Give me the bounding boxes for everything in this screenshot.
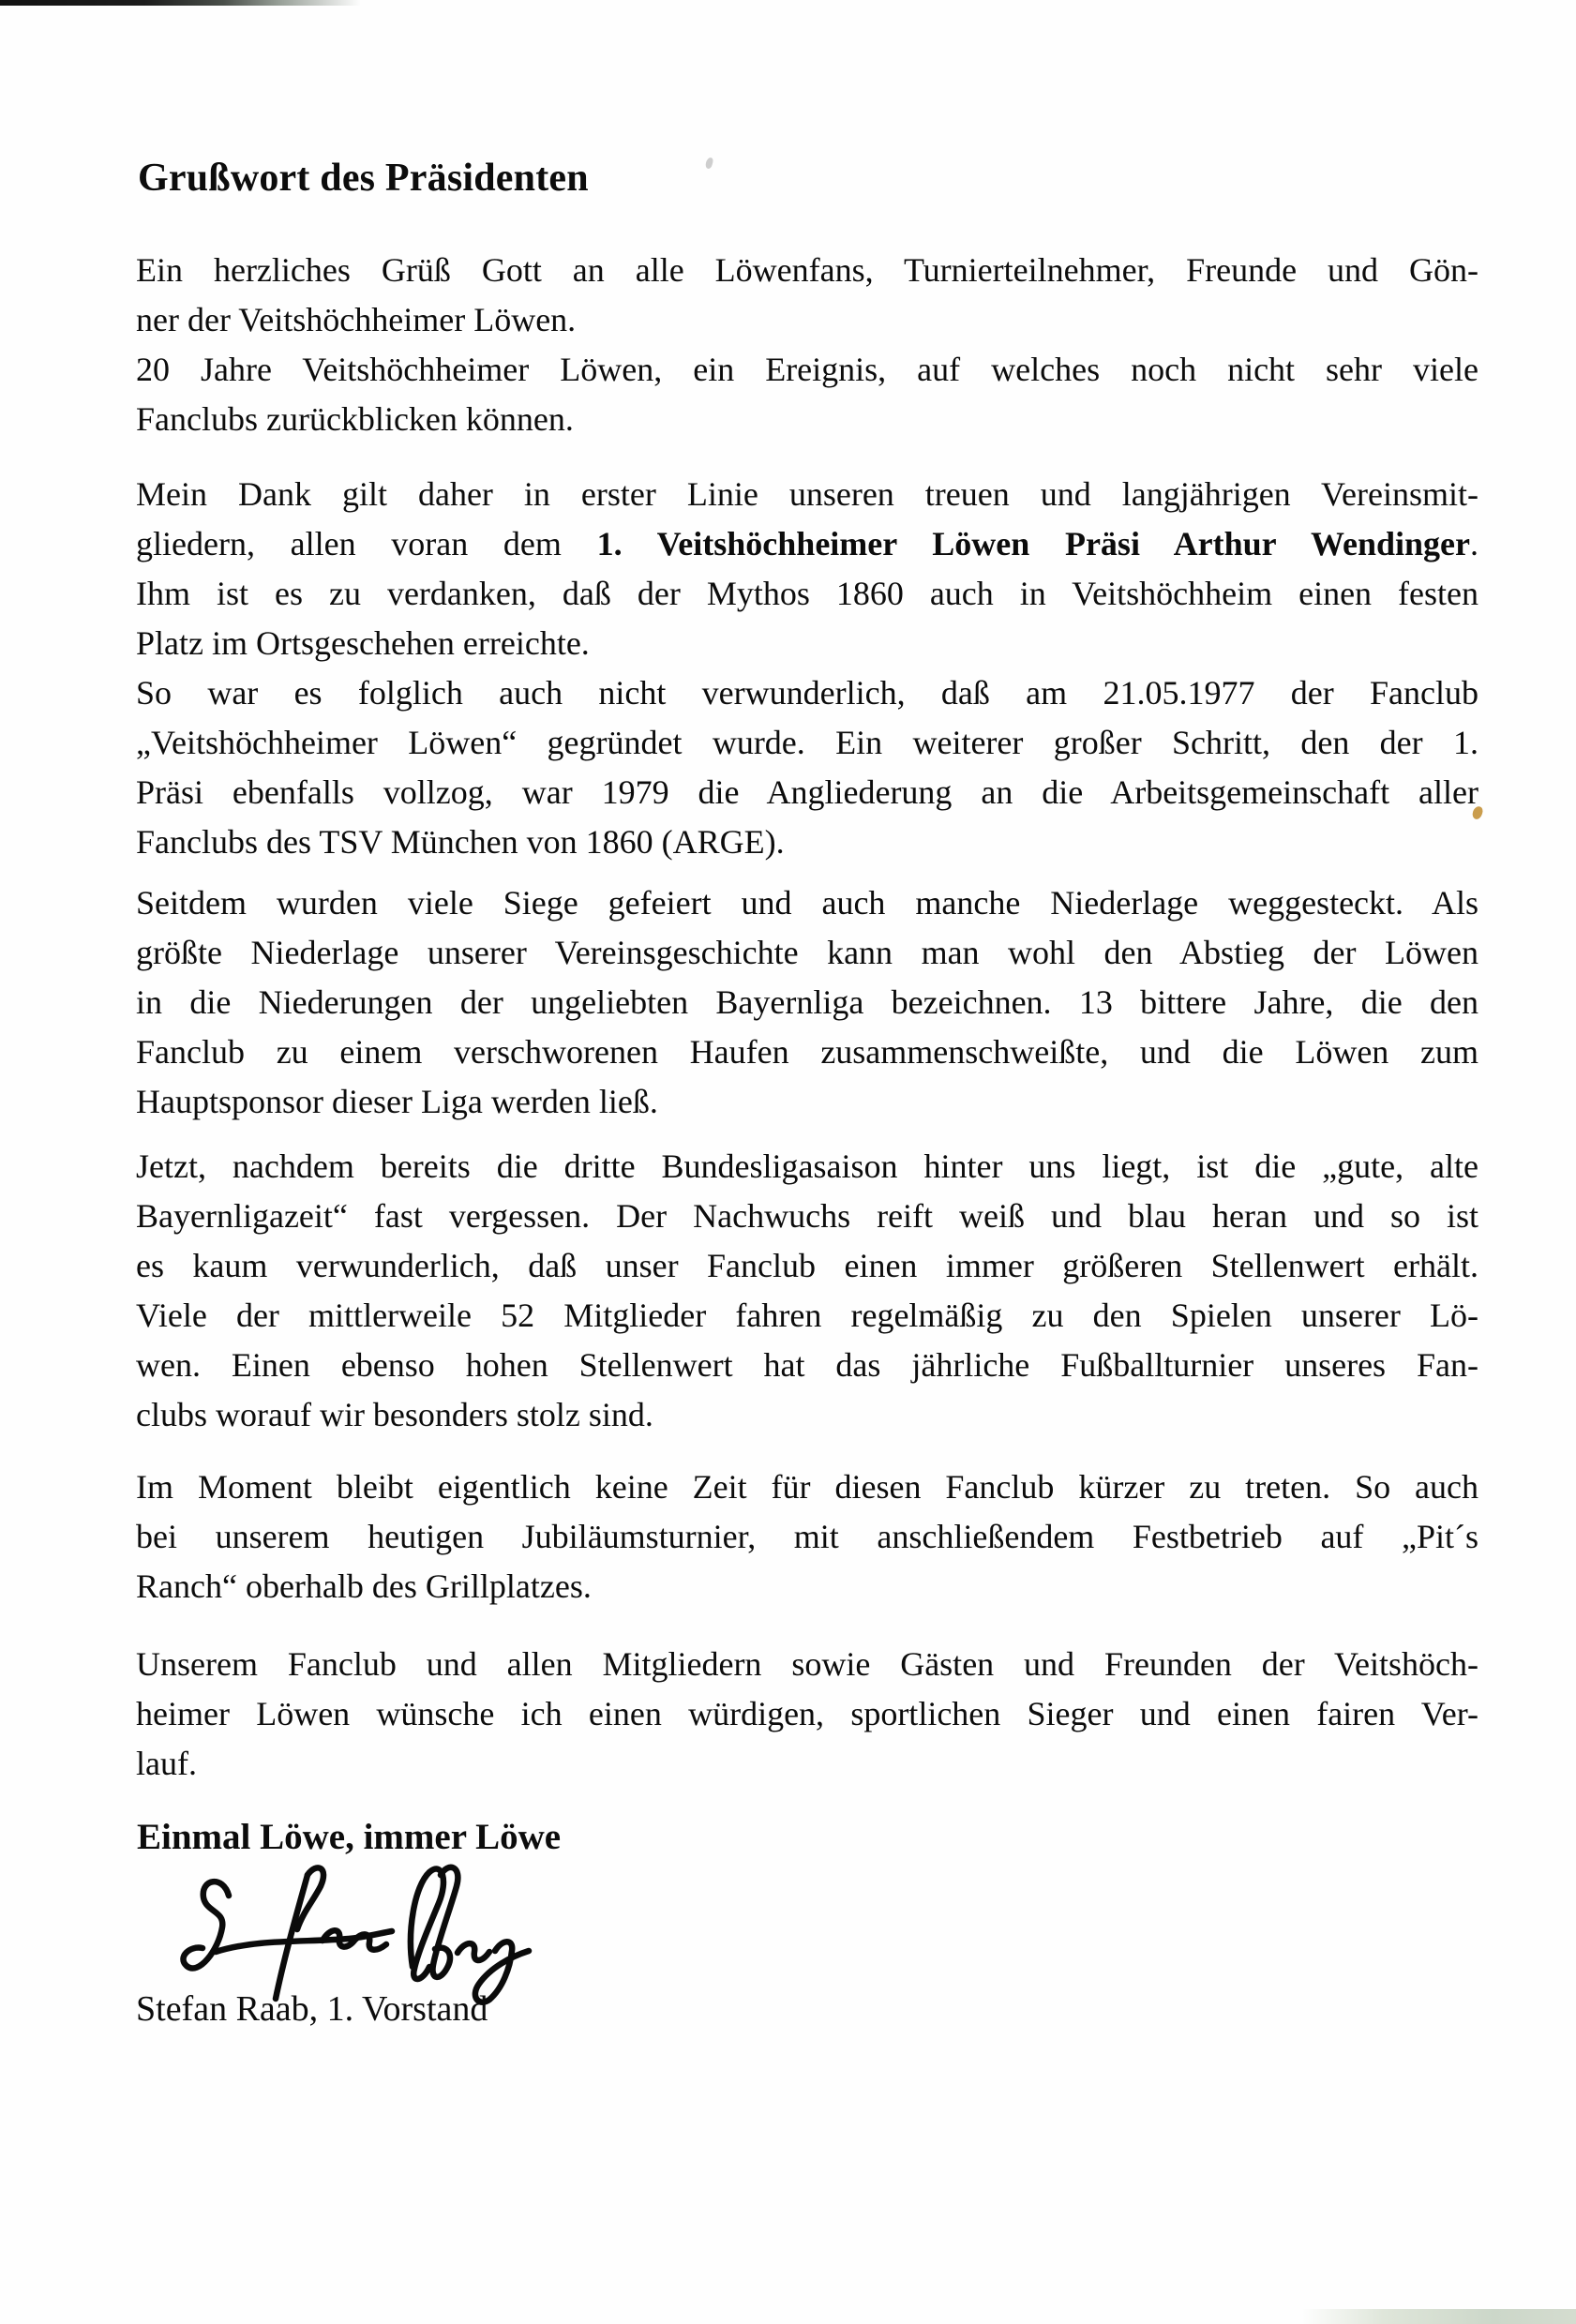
text-line (136, 1341, 1478, 1390)
signature-stroke (458, 1943, 489, 1960)
text-segment: Viele der mittlerweile 52 Mitglieder fahren regelmäßig zu den Spielen unserer Lö- (136, 1297, 1478, 1334)
text-segment: Ihm ist es zu verdanken, daß der Mythos 1860 auch in Veitshöchheim einen festen (136, 575, 1478, 612)
text-segment: Fanclubs des TSV München von 1860 (ARGE). (136, 823, 785, 861)
text-segment: Hauptsponsor dieser Liga werden ließ. (136, 1083, 658, 1120)
paragraph-p2a (136, 470, 1478, 668)
text-line (136, 345, 1478, 395)
text-line (136, 1562, 1478, 1612)
text-segment: ner der Veitshöchheimer Löwen. (136, 301, 577, 338)
signature-handwriting (165, 1860, 563, 2008)
closing-line: Einmal Löwe, immer Löwe (137, 1817, 562, 1857)
text-line (136, 1027, 1478, 1077)
text-line (136, 569, 1478, 619)
text-segment: Mein Dank gilt daher in erster Linie unseren treuen und langjährigen Vereinsmit- (136, 475, 1478, 513)
text-line (136, 1512, 1478, 1562)
signatory-name: Stefan Raab, 1. Vorstand (136, 1989, 488, 2029)
text-segment: größte Niederlage unserer Vereinsgeschichte kann man wohl den Abstieg der Löwen (136, 934, 1478, 971)
paragraph-p1b (136, 345, 1478, 444)
text-line (136, 1739, 1478, 1789)
text-segment: in die Niederungen der ungeliebten Bayernliga bezeichnen. 13 bittere Jahre, die den (136, 983, 1478, 1021)
paragraph-p2b (136, 668, 1478, 867)
text-line (136, 295, 1478, 345)
signature-stroke (183, 1882, 229, 1968)
text-line (136, 1291, 1478, 1341)
text-segment: So war es folglich auch nicht verwunderlich, daß am 21.05.1977 der Fanclub (136, 674, 1478, 712)
text-line (136, 878, 1478, 928)
paragraph-p1a (136, 246, 1478, 345)
text-line (136, 817, 1478, 867)
text-line (136, 1640, 1478, 1689)
text-segment: Ein herzliches Grüß Gott an alle Löwenfans, Turnierteilnehmer, Freunde und Gön- (136, 251, 1478, 289)
text-segment: 20 Jahre Veitshöchheimer Löwen, ein Ereignis, auf welches noch nicht sehr viele (136, 351, 1478, 388)
text-segment: bei unserem heutigen Jubiläumsturnier, mit anschließendem Festbetrieb auf „Pit´s (136, 1518, 1478, 1555)
text-line (136, 768, 1478, 817)
paragraph-p5 (136, 1462, 1478, 1612)
letter-body (136, 246, 1478, 1789)
text-segment: Ranch“ oberhalb des Grillplatzes. (136, 1567, 592, 1605)
text-line (136, 1142, 1478, 1192)
text-segment: Bayernligazeit“ fast vergessen. Der Nachwuchs reift weiß und blau heran und so ist (136, 1197, 1478, 1235)
text-segment: Fanclub zu einem verschworenen Haufen zusammenschweißte, und die Löwen zum (136, 1033, 1478, 1071)
text-segment: Platz im Ortsgeschehen erreichte. (136, 624, 590, 662)
text-segment: wen. Einen ebenso hohen Stellenwert hat das jährliche Fußballturnier unseres Fan- (136, 1346, 1478, 1384)
text-segment: lauf. (136, 1745, 197, 1782)
text-segment: Jetzt, nachdem bereits die dritte Bundesligasaison hinter uns liegt, ist die „gute, alte (136, 1147, 1478, 1185)
bold-text-segment: 1. Veitshöchheimer Löwen Präsi Arthur Wendinger (596, 525, 1471, 562)
text-line (136, 1462, 1478, 1512)
text-line (136, 395, 1478, 444)
scan-artifact-top-edge (0, 0, 361, 6)
text-line (136, 1241, 1478, 1291)
scan-speck-gray (705, 157, 714, 169)
text-line (136, 668, 1478, 718)
text-line (136, 1689, 1478, 1739)
letter-title: Grußwort des Präsidenten (138, 157, 589, 200)
text-line (136, 519, 1478, 569)
text-segment: Fanclubs zurückblicken können. (136, 400, 574, 438)
text-segment: es kaum verwunderlich, daß unser Fanclub einen immer größeren Stellenwert erhält. (136, 1247, 1478, 1284)
text-line (136, 619, 1478, 668)
paragraph-p3 (136, 878, 1478, 1127)
signature-stroke (276, 1875, 308, 1999)
text-segment: Seitdem wurden viele Siege gefeiert und auch manche Niederlage weggesteckt. Als (136, 884, 1478, 922)
text-segment: clubs worauf wir besonders stolz sind. (136, 1396, 653, 1433)
text-segment: gliedern, allen voran dem (136, 525, 597, 562)
text-line (136, 1192, 1478, 1241)
text-segment: Im Moment bleibt eigentlich keine Zeit für diesen Fanclub kürzer zu treten. So auch (136, 1468, 1478, 1506)
text-line (136, 1390, 1478, 1440)
paragraph-p6 (136, 1640, 1478, 1789)
text-line (136, 978, 1478, 1027)
text-line (136, 1077, 1478, 1127)
text-segment: „Veitshöchheimer Löwen“ gegründet wurde. Ein weiterer großer Schritt, den der 1. (136, 724, 1478, 761)
text-line (136, 718, 1478, 768)
scan-artifact-bottom-right (1301, 2309, 1576, 2324)
text-segment: Präsi ebenfalls vollzog, war 1979 die Angliederung an die Arbeitsgemeinschaft aller (136, 773, 1478, 811)
text-segment: heimer Löwen wünsche ich einen würdigen, sportlichen Sieger und einen fairen Ver- (136, 1695, 1478, 1732)
text-segment: . (1470, 525, 1479, 562)
text-line (136, 246, 1478, 295)
text-line (136, 470, 1478, 519)
signature-stroke (411, 1869, 443, 1979)
paragraph-p4 (136, 1142, 1478, 1440)
text-segment: Unserem Fanclub und allen Mitgliedern sowie Gästen und Freunden der Veitshöch- (136, 1645, 1478, 1683)
text-line (136, 928, 1478, 978)
